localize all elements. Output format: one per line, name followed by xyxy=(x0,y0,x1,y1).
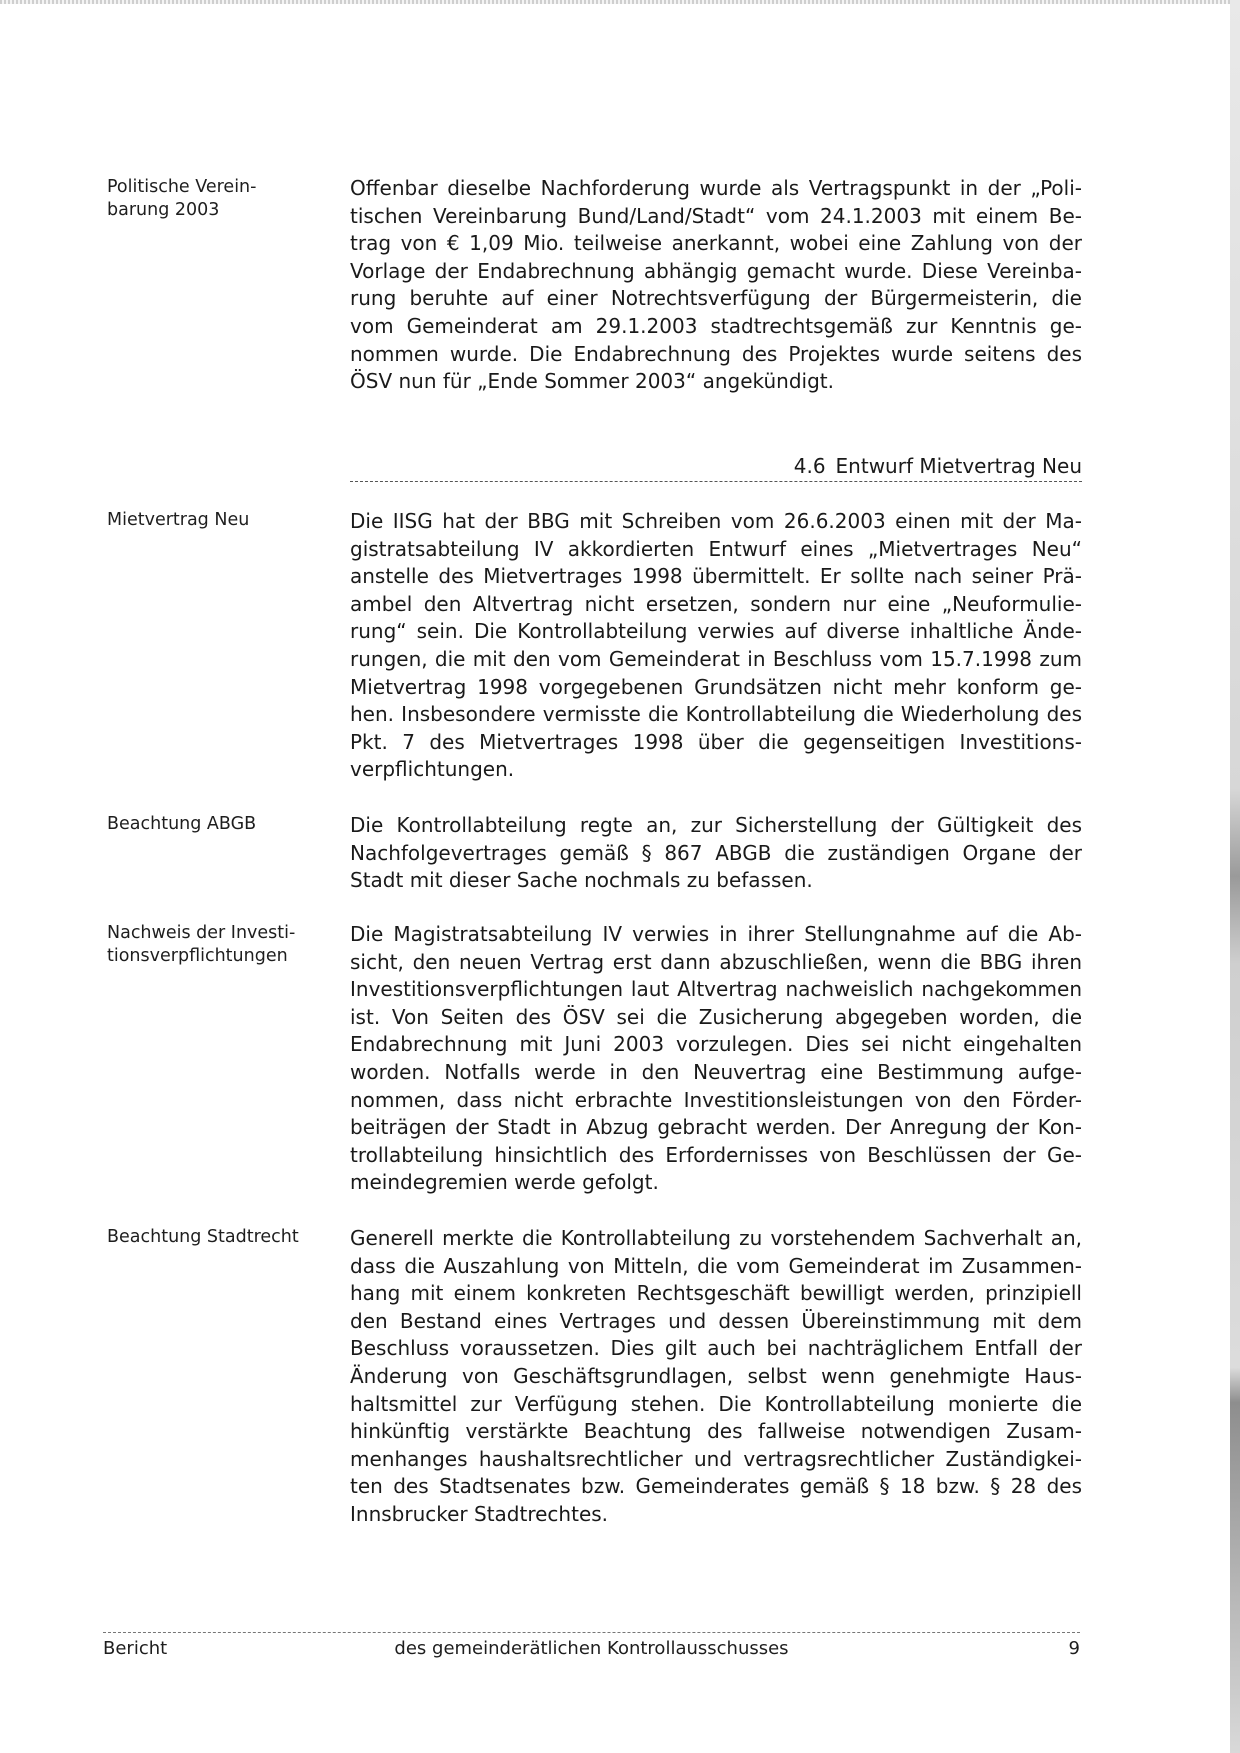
section-title: Entwurf Mietvertrag Neu xyxy=(835,454,1082,478)
paragraph-beachtung-stadtrecht: Generell merkte die Kontrollabteilung zu vorstehendem Sachverhalt an, dass die Auszahlung von Mitteln, die vom Gemeinderat im Zusammen-hang mit einem konkreten Rechtsgeschäft bewilligt werden, prinzipiell den Bestand eines Vertrages und dessen Übereinstimmung mit dem Beschluss voraussetzen. Dies gilt auch bei nachträglichem Entfall der Änderung von Geschäftsgrundlagen, selbst wenn genehmigte Haus-haltsmittel zur Verfügung stehen. Die Kontrollabteilung monierte die hinkünftig verstärkte Beachtung des fallweise notwendigen Zusam-menhanges haushaltsrechtlicher und vertragsrechtlicher Zuständigkei-ten des Stadtsenates bzw. Gemeinderates gemäß § 18 bzw. § 28 des Innsbrucker Stadtrechtes. xyxy=(350,1226,1082,1526)
paragraph-nachweis-investitionsverpflichtungen: Die Magistratsabteilung IV verwies in ihrer Stellungnahme auf die Ab-sicht, den neuen Vertrag erst dann abzuschließen, wenn die BBG ihren Investitionsverpflichtungen laut Altvertrag nachweislich nachgekommen ist. Von Seiten des ÖSV sei die Zusicherung abgegeben worden, die Endabrechnung mit Juni 2003 vorzulegen. Dies sei nicht eingehalten worden. Notfalls werde in den Neuvertrag eine Bestimmung aufge-nommen, dass nicht erbrachte Investitionsleistungen von den Förder-beiträgen der Stadt in Abzug gebracht werden. Der Anregung der Kon-trollabteilung hinsichtlich des Erfordernisses von Beschlüssen der Ge-meindegremien werde gefolgt. xyxy=(350,922,1082,1195)
section-number: 4.6 xyxy=(793,454,826,478)
margin-note-politische-vereinbarung: Politische Verein- barung 2003 xyxy=(107,177,257,220)
margin-note-beachtung-stadtrecht: Beachtung Stadtrecht xyxy=(107,1227,299,1247)
paragraph-mietvertrag-neu: Die IISG hat der BBG mit Schreiben vom 26.6.2003 einen mit der Ma-gistratsabteilung IV akkordierten Entwurf eines „Mietvertrages Neu“ anstelle des Mietvertrages 1998 übermittelt. Er sollte nach seiner Prä-ambel den Altvertrag nicht ersetzen, sondern nur eine „Neuformulie-rung“ sein. Die Kontrollabteilung verwies auf diverse inhaltliche Ände-rungen, die mit den vom Gemeinderat in Beschluss vom 15.7.1998 zum Mietvertrag 1998 vorgegebenen Grundsätzen nicht mehr konform ge-hen. Insbesondere vermisste die Kontrollabteilung die Wiederholung des Pkt. 7 des Mietvertrages 1998 über die gegenseitigen Investitions-verpflichtungen. xyxy=(350,509,1082,782)
page-number: 9 xyxy=(1068,1638,1080,1659)
footer-committee-label: des gemeinderätlichen Kontrollausschusses xyxy=(394,1638,789,1659)
margin-note-beachtung-abgb: Beachtung ABGB xyxy=(107,814,257,834)
section-heading xyxy=(350,453,1082,482)
scan-edge-right xyxy=(1230,0,1240,1753)
footer-report-label: Bericht xyxy=(103,1638,168,1659)
scan-edge-top xyxy=(0,0,1240,4)
paragraph-politische-vereinbarung: Offenbar dieselbe Nachforderung wurde als Vertragspunkt in der „Poli-tischen Vereinbarung Bund/Land/Stadt“ vom 24.1.2003 mit einem Be-trag von € 1,09 Mio. teilweise anerkannt, wobei eine Zahlung von der Vorlage der Endabrechnung abhängig gemacht wurde. Diese Vereinba-rung beruhte auf einer Notrechtsverfügung der Bürgermeisterin, die vom Gemeinderat am 29.1.2003 stadtrechtsgemäß zur Kenntnis ge-nommen wurde. Die Endabrechnung des Projektes wurde seitens des ÖSV nun für „Ende Sommer 2003“ angekündigt. xyxy=(350,176,1082,394)
margin-note-nachweis-investitionsverpflichtungen: Nachweis der Investi- tionsverpflichtungen xyxy=(107,923,296,966)
paragraph-beachtung-abgb: Die Kontrollabteilung regte an, zur Sicherstellung der Gültigkeit des Nachfolgevertrages gemäß § 867 ABGB die zuständigen Organe der Stadt mit dieser Sache nochmals zu befassen. xyxy=(350,813,1082,893)
footer-divider xyxy=(103,1632,1080,1633)
margin-note-mietvertrag-neu: Mietvertrag Neu xyxy=(107,510,250,530)
